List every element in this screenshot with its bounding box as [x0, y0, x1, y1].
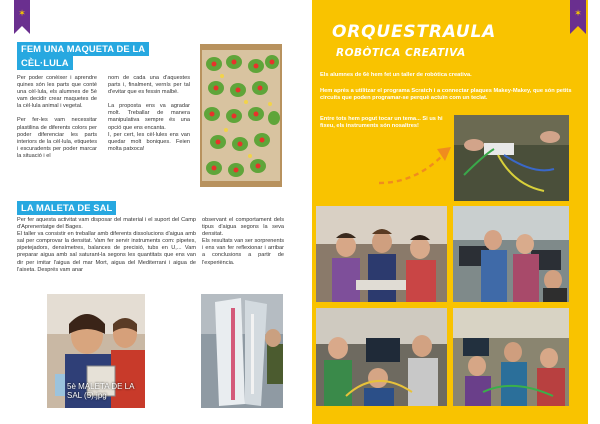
salt-workshop-photo: [47, 294, 145, 408]
star-icon: ✶: [574, 9, 582, 19]
makey-makey-photo: [454, 115, 569, 201]
intro-paragraph-1: Els alumnes de 6è hem fet un taller de robòtica creativa.: [320, 72, 472, 78]
salt-tubes-photo: [201, 294, 283, 408]
paragraph: Per poder conèixer i aprendre quines són les parts que conté una cèl·lula, els alumnes de 5è vam decidir crear maquetes de la cèl·lula animal i vegetal.: [17, 75, 97, 110]
section1-column-2: [108, 75, 190, 153]
section-title-cell-2: CÈL·LULA: [17, 56, 73, 70]
paragraph: nom de cada una d'aquestes parts i, finalment, vernís per tal d'evitar que es fessin malbé.: [108, 75, 190, 96]
section2-column-2: observant el comportament dels tipus d'aigua segons la seva densitat. Els resultats van ser sorprenents i ens van fer reflexionar i arribar a conclusions a partir de l'experiència.: [202, 217, 284, 266]
paragraph: La proposta ens va agradar molt. Treballar de manera manipulativa sempre és una opció que ens encanta.: [108, 103, 190, 131]
section1-column-1: [17, 75, 97, 160]
section-title-cell: FEM UNA MAQUETA DE LA: [17, 42, 149, 56]
photo-caption: 5è MALETA DE LA SAL (5).jpg: [67, 382, 134, 400]
intro-paragraph-3: Entre tots hem pogut tocar un tema... Si us hi fixeu, els instruments són nosaltres!: [320, 116, 443, 130]
page-corner-tab: [570, 0, 586, 26]
dashed-arrow-icon: [375, 143, 455, 193]
class-photo-3: [316, 308, 447, 406]
class-photo-2: [453, 206, 569, 302]
class-photo-4: [453, 308, 569, 406]
section2-column-1: Per fer aquesta activitat vam disposar del material i el suport del Camp d'Aprenentatge del Bages. El taller va consistir en treballar amb diferents dissolucions d'aigua amb sal per comprovar la densitat. Vam fer servir instruments com: pipetes, pipetejadors, densímetres, balances de precisió, tubs en U,... Vam preparar aigua amb sal saturant-la segons les quantitats que ens van dir per imitar l'aigua del mar Mort, aigua del Mediterrani i aigua de l'aixeta. Després vam anar: [17, 217, 196, 273]
paragraph: Per fer-les vam necessitar plastilina de diferents colors per poder diferenciar les parts interiors de la cèl·lula, etiquetes i escuradents per poder marcar la situació i el: [17, 117, 97, 159]
page-title: ORQUESTRAULA: [332, 22, 497, 42]
page-corner-tab: [14, 0, 30, 26]
star-icon: ✶: [18, 9, 26, 19]
section-title-salt: LA MALETA DE SAL: [17, 201, 116, 215]
cell-models-photo: [200, 44, 282, 187]
paragraph: I, per cert, les cèl·lules ens van quedar molt boniques. Feien molta patxoca!: [108, 131, 190, 152]
intro-paragraph-2: Hem après a utilitzar el programa Scratch i a connectar plaques Makey-Makey, que són petits circuits que poden programar-se perquè actuïn com un teclat.: [320, 88, 572, 102]
right-page: [300, 0, 600, 424]
page-subtitle: ROBÒTICA CREATIVA: [336, 47, 466, 59]
class-photo-1: [316, 206, 447, 302]
